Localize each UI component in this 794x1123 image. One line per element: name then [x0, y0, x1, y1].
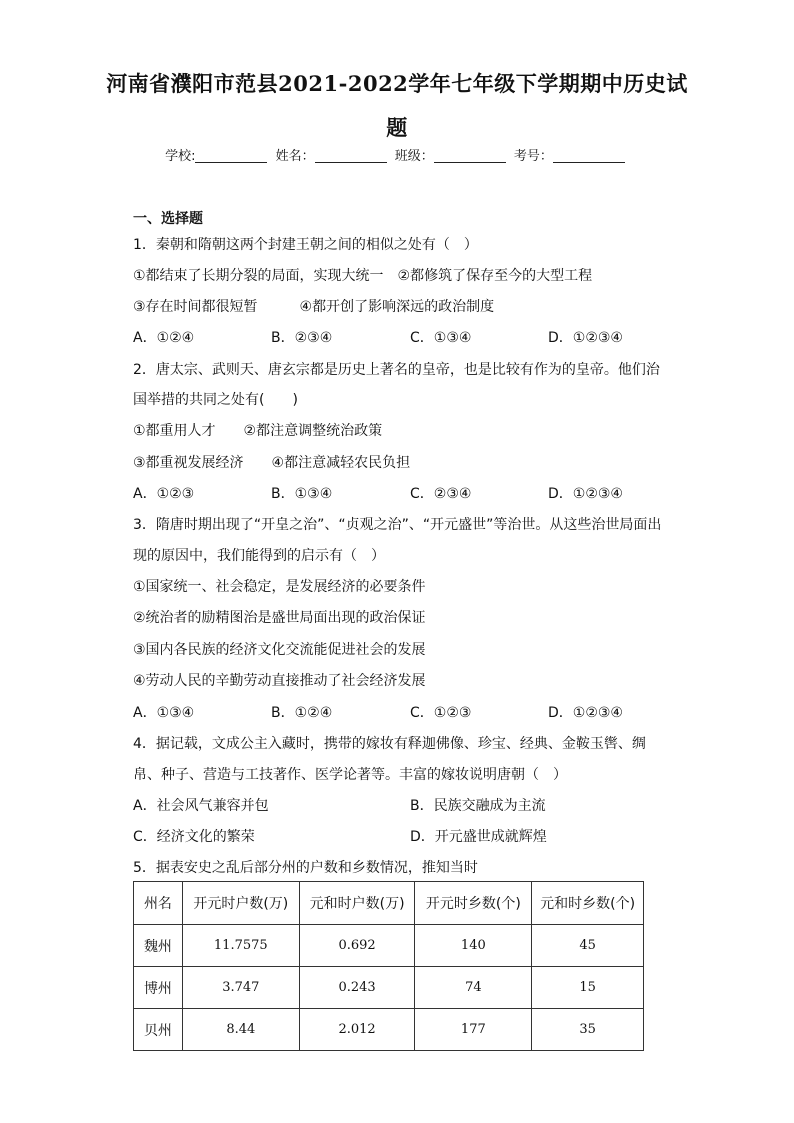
- question-3-option-d: D．①②③④: [548, 705, 623, 721]
- question-3-stem: 3．隋唐时期出现了“开皇之治”、“贞观之治”、“开元盛世”等治世。从这些治世局面出: [133, 517, 662, 533]
- question-1-option-c: C．①③④: [410, 330, 472, 346]
- table-cell: 0.243: [299, 967, 415, 1009]
- question-4-stem-continued: 帛、种子、营造与工技著作、医学论著等。丰富的嫁妆说明唐朝（ ）: [133, 767, 567, 783]
- table-cell: 74: [415, 967, 532, 1009]
- question-3-option-a: A．①③④: [133, 705, 195, 721]
- question-1-stem: 1．秦朝和隋朝这两个封建王朝之间的相似之处有（ ）: [133, 237, 478, 253]
- table-header-cell: 开元时户数(万): [182, 882, 299, 925]
- table-cell: 140: [415, 925, 532, 967]
- question-3-option-c: C．①②③: [410, 705, 472, 721]
- data-table: [133, 881, 644, 1051]
- question-2-stem-continued: 国举措的共同之处有( ): [133, 392, 298, 408]
- number-label: 考号：: [513, 149, 553, 164]
- number-blank: [553, 148, 625, 163]
- question-1-option-a: A．①②④: [133, 330, 195, 346]
- name-label: 姓名：: [275, 149, 315, 164]
- name-blank: [315, 148, 387, 163]
- student-info-row: [0, 145, 794, 164]
- question-1-statement: ③存在时间都很短暂 ④都开创了影响深远的政治制度: [133, 299, 495, 315]
- table-header-cell: 元和时乡数(个): [532, 882, 644, 925]
- table-header-row: [134, 882, 644, 925]
- question-2-option-d: D．①②③④: [548, 486, 623, 502]
- question-1-option-d: D．①②③④: [548, 330, 623, 346]
- table-cell: 博州: [134, 967, 183, 1009]
- question-4-option-d: D．开元盛世成就辉煌: [410, 829, 547, 845]
- question-3-stem-continued: 现的原因中，我们能得到的启示有（ ）: [133, 548, 385, 564]
- question-2-option-b: B．①③④: [271, 486, 333, 502]
- question-4-option-b: B．民族交融成为主流: [410, 798, 546, 814]
- table-cell: 魏州: [134, 925, 183, 967]
- table-row: [134, 1009, 644, 1051]
- table-cell: 贝州: [134, 1009, 183, 1051]
- exam-title-continued: 题: [386, 115, 408, 140]
- question-2-option-c: C．②③④: [410, 486, 472, 502]
- question-5-stem: 5．据表安史之乱后部分州的户数和乡数情况，推知当时: [133, 860, 478, 876]
- question-3-statement: ①国家统一、社会稳定，是发展经济的必要条件: [133, 579, 426, 595]
- question-4-option-a: A．社会风气兼容并包: [133, 798, 269, 814]
- question-3-statement: ②统治者的励精图治是盛世局面出现的政治保证: [133, 610, 426, 626]
- table-header-cell: 元和时户数(万): [299, 882, 415, 925]
- table-cell: 2.012: [299, 1009, 415, 1051]
- class-blank: [434, 148, 506, 163]
- question-2-statement: ①都重用人才 ②都注意调整统治政策: [133, 423, 383, 439]
- exam-title: 河南省濮阳市范县2021-2022学年七年级下学期期中历史试: [106, 71, 688, 96]
- section-heading: 一、选择题: [133, 211, 203, 227]
- question-3-option-b: B．①②④: [271, 705, 333, 721]
- table-row: [134, 967, 644, 1009]
- question-1-statement: ①都结束了长期分裂的局面，实现大统一 ②都修筑了保存至今的大型工程: [133, 268, 593, 284]
- table-header-cell: 州名: [134, 882, 183, 925]
- question-4-option-c: C．经济文化的繁荣: [133, 829, 255, 845]
- question-2-option-a: A．①②③: [133, 486, 195, 502]
- table-cell: 0.692: [299, 925, 415, 967]
- question-3-statement: ③国内各民族的经济文化交流能促进社会的发展: [133, 642, 426, 658]
- school-label: 学校:: [165, 149, 196, 164]
- table-row: [134, 925, 644, 967]
- table-cell: 45: [532, 925, 644, 967]
- class-label: 班级：: [394, 149, 434, 164]
- table-header-cell: 开元时乡数(个): [415, 882, 532, 925]
- question-1-option-b: B．②③④: [271, 330, 333, 346]
- question-2-statement: ③都重视发展经济 ④都注意减轻农民负担: [133, 455, 411, 471]
- question-2-stem: 2．唐太宗、武则天、唐玄宗都是历史上著名的皇帝，也是比较有作为的皇帝。他们治: [133, 362, 660, 378]
- table-cell: 15: [532, 967, 644, 1009]
- question-3-statement: ④劳动人民的辛勤劳动直接推动了社会经济发展: [133, 673, 426, 689]
- table-cell: 177: [415, 1009, 532, 1051]
- school-blank: [195, 148, 267, 163]
- table-cell: 35: [532, 1009, 644, 1051]
- table-cell: 8.44: [182, 1009, 299, 1051]
- question-4-stem: 4．据记载，文成公主入藏时，携带的嫁妆有释迦佛像、珍宝、经典、金鞍玉辔、绸: [133, 736, 646, 752]
- table-cell: 3.747: [182, 967, 299, 1009]
- table-cell: 11.7575: [182, 925, 299, 967]
